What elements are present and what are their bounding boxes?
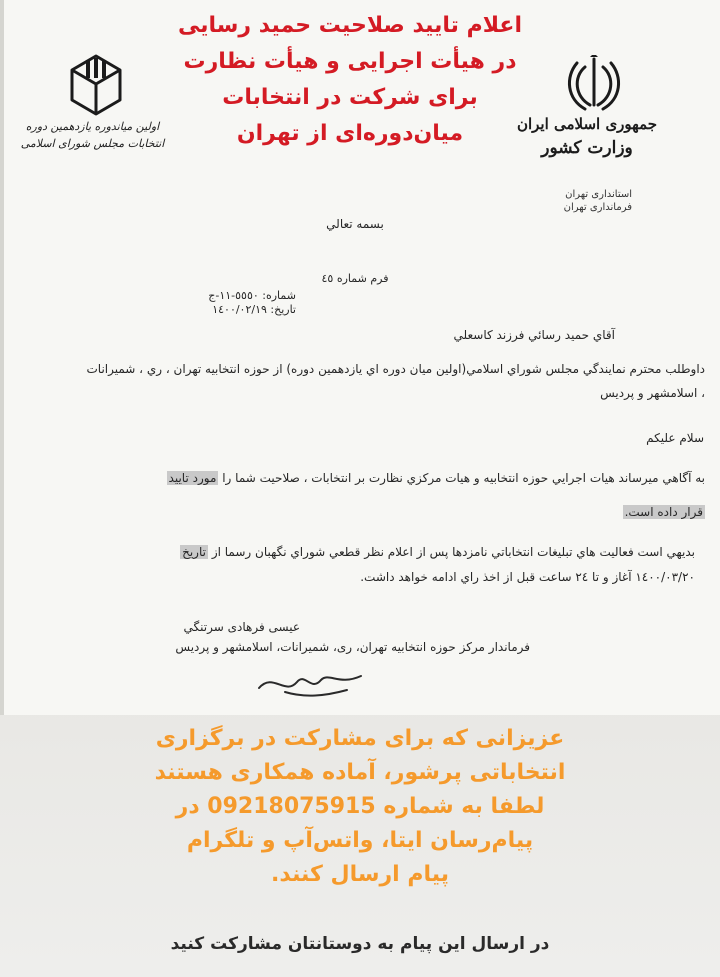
cta-line-1: عزیزانی که برای مشارکت در برگزاری [155, 726, 565, 751]
share-request: در ارسال این پیام به دوستانتان مشارکت کنید [170, 934, 550, 954]
election-line-1: اولین میاندوره یازدهمین دوره [25, 120, 160, 133]
approval-highlight: مورد تاييد [168, 471, 217, 485]
issuing-office [540, 188, 632, 214]
reference-date: تاريخ: ١٤٠٠/٠٢/١٩ [212, 303, 296, 316]
iran-emblem-icon [563, 55, 625, 115]
election-line-2: انتخابات مجلس شورای اسلامی [20, 137, 165, 150]
approval-end: قرار داده است. [624, 505, 703, 519]
headline [130, 8, 570, 152]
form-number: فرم شماره ٤٥ [321, 272, 389, 285]
headline-line-4: میان‌دوره‌ای از تهران [236, 121, 464, 146]
ministry-line-1: جمهوری اسلامی ایران [516, 115, 658, 133]
election-heading [20, 118, 165, 152]
headline-line-3: برای شرکت در انتخابات [222, 85, 478, 110]
election-ballot-box-icon [66, 50, 126, 120]
headline-line-1: اعلام تایید صلاحیت حمید رسایی [178, 13, 522, 38]
signer-name: عيسی فرهادی سرتنگي [183, 620, 300, 634]
campaign-highlight: تاريخ [182, 545, 206, 559]
cta-line-5: پیام ارسال کنند. [271, 862, 449, 887]
bismillah: بسمه تعالي [326, 217, 384, 231]
campaign-text: بديهي است فعاليت هاي تبليغات انتخاباتي نامزدها پس از اعلام نظر قطعي شوراي نگهبان رسما از [211, 545, 695, 559]
addressee: آقاي حميد رسائي فرزند کاسعلي [453, 328, 615, 342]
call-to-action [60, 722, 660, 892]
cta-line-2: انتخاباتی پرشور، آماده همکاری هستند [154, 760, 566, 785]
headline-line-2: در هیأت اجرایی و هیأت نظارت [183, 49, 517, 74]
signature-icon [255, 662, 365, 704]
signer-title: فرماندار مرکز حوزه انتخابيه تهران، ری، شميرانات، اسلامشهر و پرديس [175, 640, 530, 654]
letter-paragraph-candidate: داوطلب محترم نمايندگي مجلس شوراي اسلامي(اولين ميان دوره اي يازدهمين دوره) از حوزه انتخابيه تهران ، ري ، شميرانات ، اسلامشهر و پرديس [86, 362, 705, 400]
ministry-line-2: وزارت کشور [541, 138, 633, 158]
greeting: سلام عليکم [646, 431, 704, 445]
letter-paragraph-approval [35, 461, 705, 529]
letter-paragraph-campaign [60, 540, 695, 590]
issuing-office-line-2: فرمانداری تهران [563, 202, 632, 213]
issuing-office-line-1: استانداری تهران [565, 189, 632, 200]
letter-reference [96, 289, 296, 317]
paper-edge-shadow [0, 0, 4, 715]
cta-line-4: پیام‌رسان ایتا، واتس‌آپ و تلگرام [186, 828, 534, 853]
approval-text: به آگاهي ميرساند هيات اجرايي حوزه انتخابيه و هيات مرکزي نظارت بر انتخابات ، صلاحيت شما را [222, 471, 705, 485]
campaign-line-2: ١٤٠٠/٠٣/٢٠ آغاز و تا ٢٤ ساعت قبل از اخذ راي ادامه خواهد داشت. [360, 570, 695, 584]
reference-number: شماره: ٥٥٥٠-١١-ج [208, 289, 296, 302]
ministry-heading [512, 112, 662, 160]
cta-line-3: لطفا به شماره 09218075915 در [175, 794, 545, 819]
